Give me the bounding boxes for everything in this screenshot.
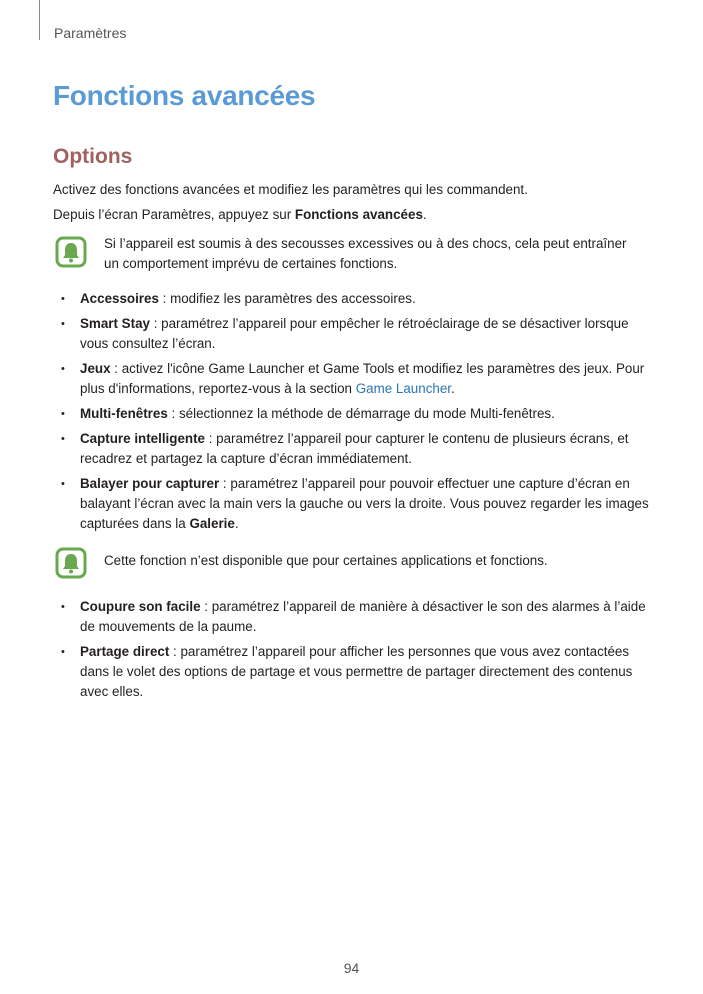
list-item: • Accessoires : modifiez les paramètres des accessoires.	[61, 291, 416, 306]
section-title: Options	[53, 145, 133, 168]
running-header: Paramètres	[54, 25, 127, 41]
list-item: • Smart Stay : paramétrez l’appareil pour empêcher le rétroéclairage de se désactiver lorsque vous consultez l’écran.	[61, 316, 629, 351]
list-item: • Multi-fenêtres : sélectionnez la méthode de démarrage du mode Multi-fenêtres.	[61, 406, 555, 421]
list-item: • Capture intelligente : paramétrez l’appareil pour capturer le contenu de plusieurs écrans, et recadrez et partagez la capture d’écran immédiatement.	[61, 431, 629, 466]
list-item: • Partage direct : paramétrez l’appareil pour afficher les personnes que vous avez contactées dans le volet des options de partage et vous permettre de partager directement des contenus avec elles.	[61, 644, 633, 699]
intro-paragraph: Activez des fonctions avancées et modifiez les paramètres qui les commandent.	[53, 182, 528, 197]
notice-box	[55, 234, 655, 274]
notice-text: Cette fonction n’est disponible que pour certaines applications et fonctions.	[104, 553, 548, 568]
list-item: • Jeux : activez l'icône Game Launcher et Game Tools et modifiez les paramètres des jeux. Pour plus d'informations, reportez-vous à la section Game Launcher.	[61, 361, 645, 396]
feature-list-2	[55, 597, 655, 707]
page-title: Fonctions avancées	[53, 80, 316, 111]
feature-list	[55, 289, 655, 539]
notice-box	[55, 545, 655, 579]
game-launcher-link[interactable]: Game Launcher	[355, 381, 452, 396]
instruction-paragraph: Depuis l’écran Paramètres, appuyez sur Fonctions avancées.	[53, 207, 427, 222]
menu-path: Fonctions avancées	[294, 207, 423, 222]
header-rule	[39, 0, 40, 40]
list-item: • Coupure son facile : paramétrez l’appareil de manière à désactiver le son des alarmes à l’aide de mouvements de la paume.	[61, 599, 646, 634]
notice-text: Si l’appareil est soumis à des secousses excessives ou à des chocs, cela peut entraîner un comportement imprévu de certaines fonctions.	[104, 236, 627, 271]
bell-notice-icon	[55, 547, 87, 579]
bell-notice-icon	[55, 236, 87, 268]
list-item: • Balayer pour capturer : paramétrez l’appareil pour pouvoir effectuer une capture d’écran en balayant l’écran avec la main vers la gauche ou vers la droite. Vous pouvez regarder les images capturées dans la Galerie.	[61, 476, 649, 531]
page-number: 94	[343, 960, 360, 976]
